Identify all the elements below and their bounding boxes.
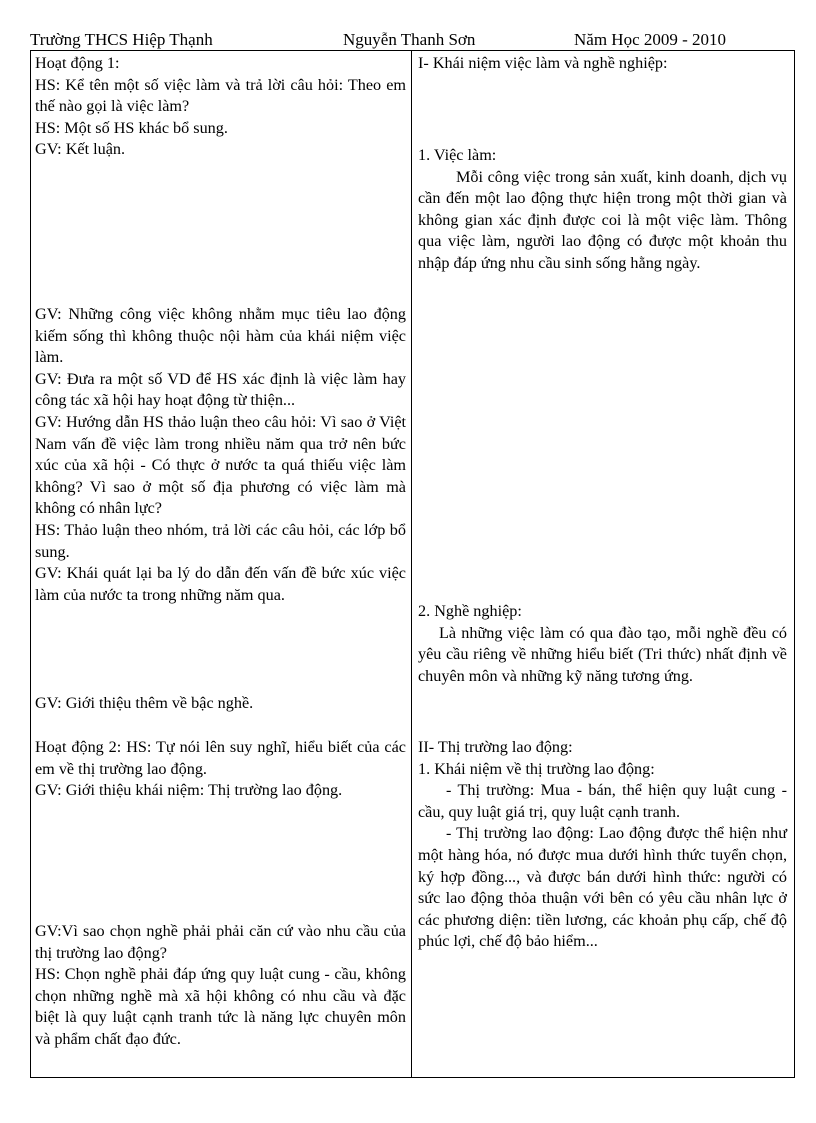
paragraph: HS: Một số HS khác bổ sung. bbox=[35, 118, 228, 137]
section-title: II- Thị trường lao động: bbox=[418, 738, 573, 756]
paragraph: - Thị trường: Mua - bán, thể hiện quy luật cung - cầu, quy luật giá trị, quy luật cạnh tranh. bbox=[418, 781, 787, 821]
section-1-heading bbox=[418, 53, 787, 75]
activity-2-block bbox=[35, 737, 406, 802]
paragraph: GV:Vì sao chọn nghề phải phải căn cứ vào nhu cầu của thị trường lao động? bbox=[35, 922, 406, 962]
occupation-block bbox=[418, 601, 787, 687]
job-level-block bbox=[35, 693, 406, 715]
subsection-title: 1. Khái niệm về thị trường lao động: bbox=[418, 759, 655, 778]
discussion-block bbox=[35, 304, 406, 606]
employment-block bbox=[418, 145, 787, 275]
market-question-block bbox=[35, 921, 406, 1051]
paragraph: HS: Kể tên một số việc làm và trả lời câu hỏi: Theo em thế nào gọi là việc làm? bbox=[35, 75, 406, 116]
paragraph: GV: Khái quát lại ba lý do dẫn đến vấn đề bức xúc việc làm của nước ta trong những năm qua. bbox=[35, 564, 406, 604]
subsection-title: 1. Việc làm: bbox=[418, 146, 497, 164]
paragraph: GV: Những công việc không nhằm mục tiêu lao động kiếm sống thì không thuộc nội hàm của khái niệm việc làm. bbox=[35, 305, 406, 367]
paragraph: Là những việc làm có qua đào tạo, mỗi nghề đều có yêu cầu riêng về những hiểu biết (Tri thức) nhất định về chuyên môn và những kỹ năng tương ứng. bbox=[418, 623, 787, 685]
paragraph: HS: Thảo luận theo nhóm, trả lời các câu hỏi, các lớp bổ sung. bbox=[35, 520, 406, 561]
paragraph: GV: Giới thiệu thêm về bậc nghề. bbox=[35, 694, 254, 712]
paragraph: GV: Giới thiệu khái niệm: Thị trường lao động. bbox=[35, 781, 343, 800]
page-header bbox=[30, 29, 796, 51]
paragraph: Mỗi công việc trong sản xuất, kinh doanh, dịch vụ cần đến một lao động thực hiện trong một thời gian và không gian xác định được coi là một việc làm. Thông qua việc làm, người lao động có được một khoản thu nhập đáp ứng nhu cầu sinh sống hằng ngày. bbox=[418, 167, 787, 272]
paragraph: HS: Chọn nghề phải đáp ứng quy luật cung - cầu, không chọn những nghề mà xã hội không có nhu cầu và đặc biệt là quy luật cạnh tranh tức là năng lực chuyên môn và phẩm chất đạo đức. bbox=[35, 965, 406, 1048]
section-title: I- Khái niệm việc làm và nghề nghiệp: bbox=[418, 54, 668, 72]
labor-market-block bbox=[418, 737, 787, 953]
paragraph: - Thị trường lao động: Lao động được thể hiện như một hàng hóa, nó được mua dưới hình thức tuyển chọn, ký hợp đồng..., và được bán dưới hình thức: người có sức lao động thỏa thuận với bên có yêu cầu nhân lực ở các phương diện: tiền lương, các khoản phụ cấp, chế độ phúc lợi, chế độ bảo hiểm... bbox=[418, 824, 787, 951]
paragraph: Hoạt động 2: HS: Tự nói lên suy nghĩ, hiểu biết của các em về thị trường lao động. bbox=[35, 738, 406, 778]
school-name: Trường THCS Hiệp Thạnh bbox=[30, 30, 213, 49]
activity-1-block bbox=[35, 53, 406, 161]
author-name: Nguyễn Thanh Sơn bbox=[343, 30, 476, 49]
paragraph: GV: Kết luận. bbox=[35, 140, 126, 159]
paragraph: GV: Hướng dẫn HS thảo luận theo câu hỏi: Vì sao ở Việt Nam vấn đề việc làm trong nhiều năm qua trở nên bức xúc của xã hội - Có thực ở nước ta quá thiếu việc làm không? Vì sao ở một số địa phương có việc làm mà không có nhân lực? bbox=[35, 412, 406, 518]
paragraph: GV: Đưa ra một số VD để HS xác định là việc làm hay công tác xã hội hay hoạt động từ thiện... bbox=[35, 369, 406, 410]
lesson-table bbox=[30, 50, 795, 1078]
subsection-title: 2. Nghề nghiệp: bbox=[418, 602, 522, 620]
paragraph: Hoạt động 1: bbox=[35, 54, 120, 72]
column-divider bbox=[411, 51, 412, 1077]
school-year: Năm Học 2009 - 2010 bbox=[574, 30, 727, 49]
